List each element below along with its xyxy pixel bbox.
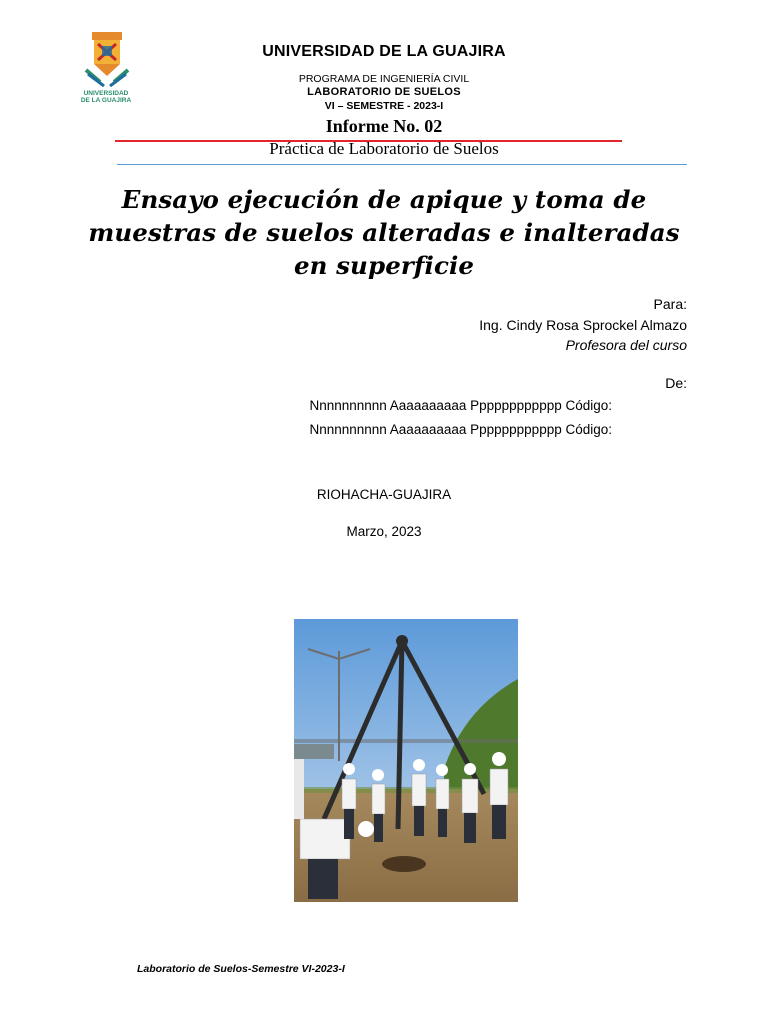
author-line: Nnnnnnnnnn Aaaaaaaaaa Pppppppppppp Código: <box>309 422 612 437</box>
author-line: Nnnnnnnnnn Aaaaaaaaaa Pppppppppppp Código: <box>309 398 612 413</box>
semester: VI – SEMESTRE - 2023-I <box>324 100 444 112</box>
field-photo <box>294 619 518 902</box>
title-line-3: en superficie <box>293 251 475 280</box>
authors-label: De: <box>665 375 687 391</box>
recipient-label: Para: <box>653 296 687 312</box>
report-number: Informe No. 02 <box>325 116 443 136</box>
program-name: PROGRAMA DE INGENIERÍA CIVIL <box>298 73 470 85</box>
logo-caption-line-1: UNIVERSIDAD <box>83 90 129 97</box>
page-footer: Laboratorio de Suelos-Semestre VI-2023-I <box>137 963 345 975</box>
title-line-2: muestras de suelos alteradas e inalteradas <box>88 218 680 247</box>
practice-title: Práctica de Laboratorio de Suelos <box>269 139 499 158</box>
document-title <box>0 183 768 282</box>
lab-name: LABORATORIO DE SUELOS <box>307 86 461 98</box>
date: Marzo, 2023 <box>346 524 422 539</box>
logo-caption-line-2: DE LA GUAJIRA <box>80 97 132 104</box>
recipient-name: Ing. Cindy Rosa Sprockel Almazo <box>479 317 687 333</box>
title-line-1: Ensayo ejecución de apique y toma de <box>121 185 647 214</box>
place: RIOHACHA-GUAJIRA <box>316 487 452 502</box>
recipient-role: Profesora del curso <box>565 337 687 353</box>
blue-divider <box>117 164 687 165</box>
university-name: UNIVERSIDAD DE LA GUAJIRA <box>262 43 506 60</box>
